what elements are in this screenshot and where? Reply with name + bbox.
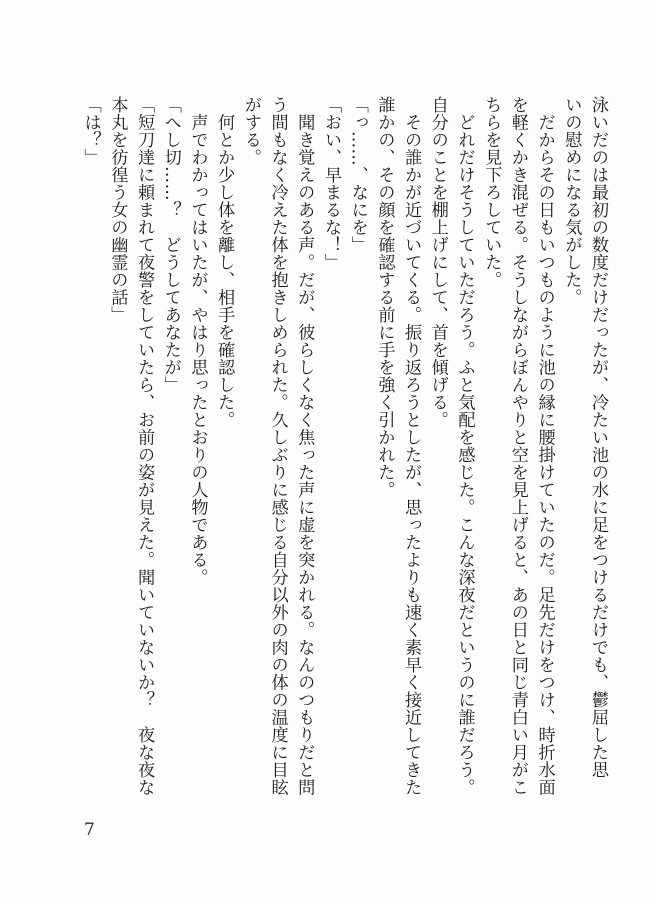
text-line: 「おい、早まるな！」 [320,96,341,271]
text-line: がする。 [240,96,261,166]
text-line: 「は？」 [80,96,101,166]
text-line: を軽くかき混ぜる。そうしながらぼんやりと空を見上げると、あの日と同じ青白い月がこ [507,96,528,796]
text-line: 「へし切……？ どうしてあなたが」 [160,96,181,394]
text-line: その誰かが近づいてくる。振り返ろうとしたが、思ったよりも速く素早く接近してきた [401,96,422,796]
text-line: う間もなく冷えた体を抱きしめられた。久しぶりに感じる自分以外の肉の体の温度に目眩 [267,96,288,796]
text-line: どれだけそうしていただろう。ふと気配を感じた。こんな深夜だというのに誰だろう。 [454,96,475,796]
text-line: 「っ……、なにを」 [347,96,368,254]
text-line: 何とか少し体を離し、相手を確認した。 [214,96,235,429]
text-line: 本丸を彷徨う女の幽霊の話」 [107,96,128,324]
text-line: いの慰めになる気がした。 [561,96,582,306]
text-line: 「短刀達に頼まれて夜警をしていたら、お前の姿が見えた。聞いていないか？ 夜な夜な [134,96,155,796]
vertical-text-body [77,96,611,811]
text-line: 誰かの、その顔を確認する前に手を強く引かれた。 [374,96,395,499]
text-line: 自分のことを棚上げにして、首を傾げる。 [427,96,448,429]
text-line: 聞き覚えのある声。だが、彼らしくなく焦った声に虚を突かれる。なんのつもりだと問 [294,96,315,796]
page-number: 7 [84,820,95,840]
text-line: だからその日もいつものように池の縁に腰掛けていたのだ。足先だけをつけ、時折水面 [534,96,555,796]
text-line: ちらを見下ろしていた。 [481,96,502,289]
text-line: 泳いだのは最初の数度だけだったが、冷たい池の水に足をつけるだけでも、鬱屈した思 [588,96,608,779]
text-line: 声でわかってはいたが、やはり思ったとおりの人物である。 [187,96,208,586]
